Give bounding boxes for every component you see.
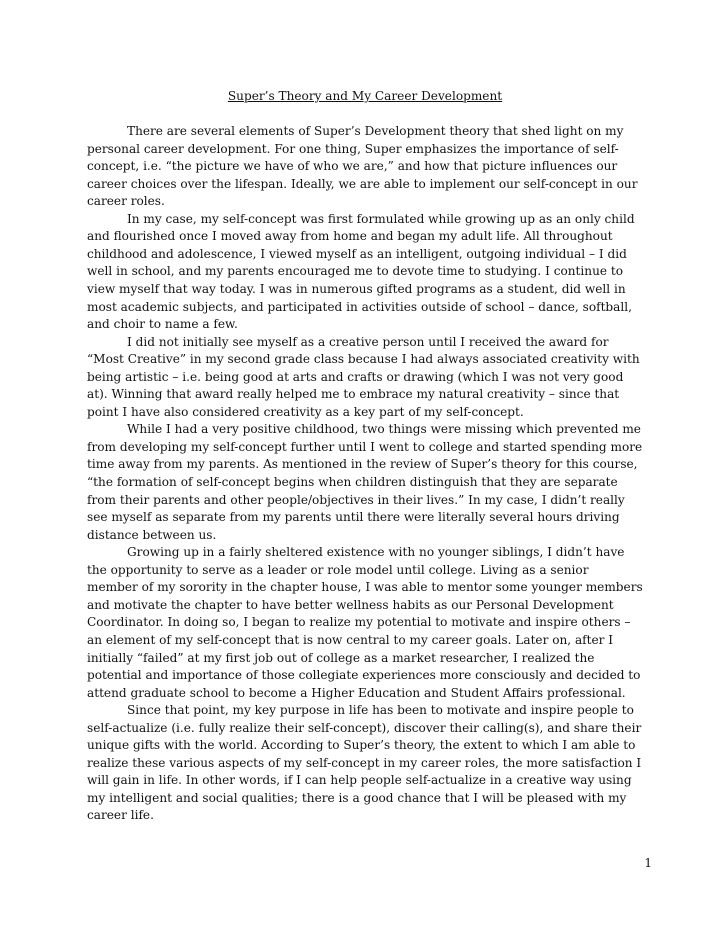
paragraph-4: While I had a very positive childhood, two things were missing which prevented me from developing my self-concept further until I went to college and started spending more time away from my parents. As mentioned in the review of Super’s theory for this course, “the formation of self-concept begins when children distinguish that they are separate from their parents and other people/objectives in their lives.” In my case, I didn’t really see myself as separate from my parents until there were literally several hours driving distance between us. <box>87 422 643 542</box>
document-title: Super’s Theory and My Career Development <box>227 89 503 103</box>
paragraph-2: In my case, my self-concept was first formulated while growing up as an only child and flourished once I moved away from home and began my adult life. All throughout childhood and adolescence, I viewed myself as an intelligent, outgoing individual – I did well in school, and my parents encouraged me to devote time to studying. I continue to view myself that way today. I was in numerous gifted programs as a student, did well in most academic subjects, and participated in activities outside of school – dance, softball, and choir to name a few. <box>87 211 635 332</box>
paragraph-6: Since that point, my key purpose in life has been to motivate and inspire people to self-actualize (i.e. fully realize their self-concept), discover their calling(s), and share their unique gifts with the world. According to Super’s theory, the extent to which I am able to realize these various aspects of my self-concept in my career roles, the more satisfaction I will gain in life. In other words, if I can help people self-actualize in a creative way using my intelligent and social qualities; there is a good chance that I will be pleased with my career life. <box>87 703 642 823</box>
page-number: 1 <box>644 856 652 870</box>
paragraph-5: Growing up in a fairly sheltered existence with no younger siblings, I didn’t have the opportunity to serve as a leader or role model until college. Living as a senior member of my sorority in the chapter house, I was able to mentor some younger members and motivate the chapter to have better wellness habits as our Personal Development Coordinator. In doing so, I began to realize my potential to motivate and inspire others – an element of my self-concept that is now central to my career goals. Later on, after I initially “failed” at my first job out of college as a market researcher, I realized the potential and importance of those collegiate experiences more consciously and decided to attend graduate school to become a Higher Education and Student Affairs professional. <box>87 545 643 700</box>
paragraph-3: I did not initially see myself as a creative person until I received the award for “Most Creative” in my second grade class because I had always associated creativity with being artistic – i.e. being good at arts and crafts or drawing (which I was not very good at). Winning that award really helped me to embrace my natural creativity – since that point I have also considered creativity as a key part of my self-concept. <box>87 334 640 419</box>
document-body <box>87 88 643 825</box>
paragraph-1: There are several elements of Super’s Development theory that shed light on my personal career development. For one thing, Super emphasizes the importance of self-concept, i.e. “the picture we have of who we are,” and how that picture influences our career choices over the lifespan. Ideally, we are able to implement our self-concept in our career roles. <box>87 124 638 209</box>
